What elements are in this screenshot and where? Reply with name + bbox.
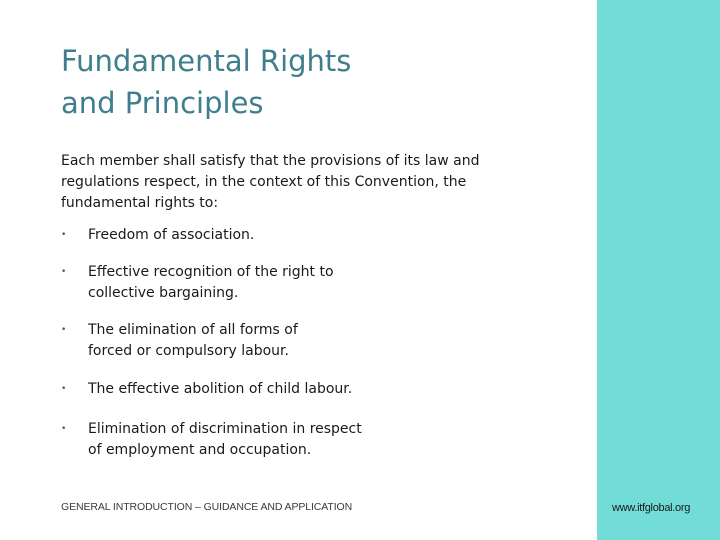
- list-item-text: Effective recognition of the right to collective bargaining.: [88, 264, 334, 301]
- bullet-icon: •: [61, 424, 67, 434]
- list-item-text: The effective abolition of child labour.: [88, 381, 353, 397]
- list-item-text: Elimination of discrimination in respect of employment and occupation.: [88, 421, 362, 458]
- bullet-icon: •: [61, 230, 67, 240]
- bullet-icon: •: [61, 384, 67, 394]
- list-item-text: The elimination of all forms of forced or compulsory labour.: [88, 322, 298, 359]
- teal-side-panel: [597, 0, 720, 540]
- website-url: www.itfglobal.org: [612, 502, 691, 514]
- footer-label: GENERAL INTRODUCTION – GUIDANCE AND APPLICATION: [61, 501, 353, 513]
- intro-paragraph: Each member shall satisfy that the provisions of its law and regulations respect, in the context of this Convention, the fundamental rights to:: [61, 153, 480, 211]
- bullet-icon: •: [61, 267, 67, 277]
- bullet-icon: •: [61, 325, 67, 335]
- list-item-text: Freedom of association.: [88, 227, 255, 243]
- slide-title: Fundamental Rights and Principles: [61, 44, 352, 120]
